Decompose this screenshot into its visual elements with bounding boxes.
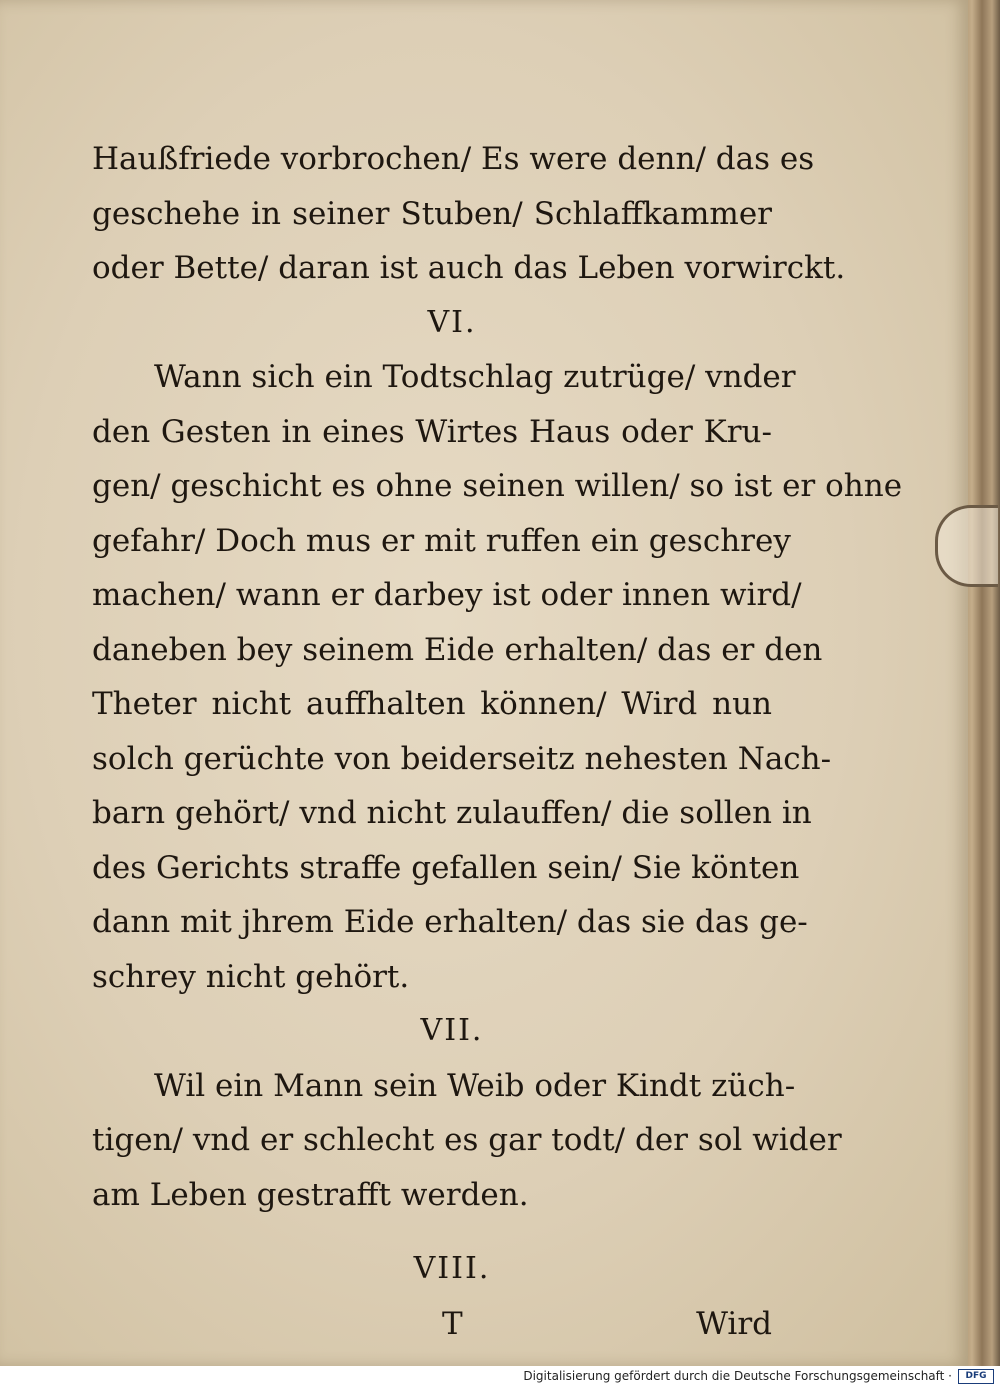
text-line: gefahr/ Doch mus er mit ruffen ein geschrey [92, 522, 791, 559]
dfg-logo: DFG [958, 1369, 994, 1384]
section-heading-viii: VIII. [413, 1251, 491, 1286]
signature-mark: T [442, 1305, 463, 1342]
text-line: dann mit jhrem Eide erhalten/ das sie das ge- [92, 904, 808, 940]
text-line: gen/ geschicht es ohne seinen willen/ so ist er ohne [92, 468, 903, 504]
text-line: machen/ wann er darbey ist oder innen wird/ [92, 577, 802, 613]
text-line: Theter nicht auffhalten können/ Wird nun [92, 686, 772, 722]
page-clip [935, 505, 998, 587]
text-line: Wann sich ein Todtschlag zutrüge/ vnder [154, 359, 796, 395]
digitization-credit: Digitalisierung gefördert durch die Deutsche Forschungsgemeinschaft · [523, 1369, 952, 1383]
text-line: geschehe in seiner Stuben/ Schlaffkammer [92, 195, 772, 232]
text-line: Wil ein Mann sein Weib oder Kindt züch- [154, 1067, 796, 1104]
section-heading-vi: VI. [427, 304, 477, 340]
text-line: Haußfriede vorbrochen/ Es were denn/ das es [92, 141, 815, 177]
text-line: schrey nicht gehört. [92, 958, 410, 995]
text-line: tigen/ vnd er schlecht es gar todt/ der sol wider [92, 1122, 842, 1158]
page-footer-row [92, 1297, 772, 1357]
text-line: daneben bey seinem Eide erhalten/ das er den [92, 631, 823, 668]
text-line: des Gerichts straffe gefallen sein/ Sie könten [92, 849, 800, 886]
text-line: barn gehört/ vnd nicht zulauffen/ die sollen in [92, 795, 812, 831]
page-text [92, 132, 903, 1357]
text-line: solch gerüchte von beiderseitz nehesten Nach- [92, 740, 832, 777]
section-heading-vii: VII. [420, 1013, 484, 1048]
catchword: Wird [696, 1305, 772, 1342]
text-line: oder Bette/ daran ist auch das Leben vorwirckt. [92, 250, 846, 286]
text-line: den Gesten in eines Wirtes Haus oder Kru- [92, 413, 772, 450]
text-line: am Leben gestrafft werden. [92, 1176, 529, 1213]
